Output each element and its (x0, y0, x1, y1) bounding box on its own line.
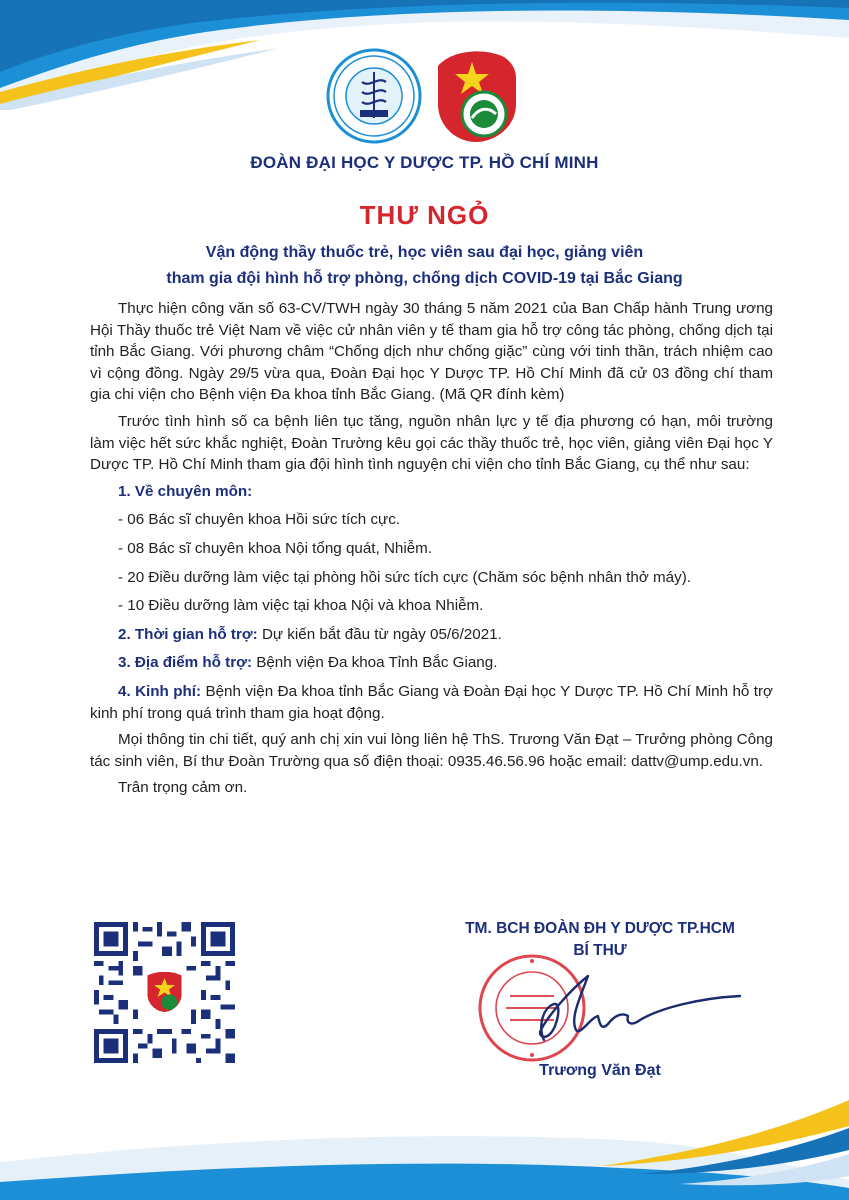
section-4-text: Bệnh viện Đa khoa tỉnh Bắc Giang và Đoàn Đại học Y Dược TP. Hồ Chí Minh hỗ trợ kinh phí trong quá trình tham gia hoạt động. (90, 682, 773, 722)
list-item: - 06 Bác sĩ chuyên khoa Hồi sức tích cực. (118, 511, 401, 529)
letter-title: THƯ NGỎ (359, 200, 490, 230)
section-1-heading (90, 481, 773, 503)
qr-code (94, 922, 235, 1063)
section-4-label: 4. Kinh phí: (118, 682, 202, 700)
subtitle-line-1: Vận động thầy thuốc trẻ, học viên sau đại học, giảng viên (205, 244, 644, 261)
letter-body (90, 298, 773, 804)
section-4 (90, 681, 773, 724)
paragraph-contact: Mọi thông tin chi tiết, quý anh chị xin vui lòng liên hệ ThS. Trương Văn Đạt – Trưởng phòng Công tác sinh viên, Bí thư Đoàn Trường qua số điện thoại: 0935.46.56.96 hoặc email: dattv@ump.edu.vn. (90, 731, 773, 770)
bottom-wave-decoration (0, 1070, 849, 1200)
paragraph-call: Trước tình hình số ca bệnh liên tục tăng, nguồn nhân lực y tế địa phương có hạn, môi trường làm việc hết sức khắc nghiệt, Đoàn Trường kêu gọi các thầy thuốc trẻ, học viên, giảng viên Đại học Y Dược TP. Hồ Chí Minh tham gia đội hình tình nguyện chi viện cho tỉnh Bắc Giang, cụ thể như sau: (90, 412, 773, 474)
signer-name: Trương Văn Đạt (539, 1062, 661, 1079)
section-3 (90, 652, 773, 674)
list-item: - 08 Bác sĩ chuyên khoa Nội tổng quát, Nhiễm. (118, 539, 433, 557)
section-2 (90, 624, 773, 646)
organization-name: ĐOÀN ĐẠI HỌC Y DƯỢC TP. HỒ CHÍ MINH (250, 153, 599, 172)
list-item: - 10 Điều dưỡng làm việc tại khoa Nội và khoa Nhiễm. (118, 597, 484, 615)
signature-role: BÍ THƯ (573, 942, 627, 959)
ump-logo-icon (326, 48, 422, 144)
youth-union-logo-icon (432, 48, 522, 144)
section-2-label: 2. Thời gian hỗ trợ: (118, 625, 258, 643)
handwritten-signature (510, 968, 750, 1048)
signature-organization: TM. BCH ĐOÀN ĐH Y DƯỢC TP.HCM (465, 920, 735, 937)
list-item: - 20 Điều dưỡng làm việc tại phòng hồi sức tích cực (Chăm sóc bệnh nhân thở máy). (118, 568, 691, 586)
section-2-text: Dự kiến bắt đầu từ ngày 05/6/2021. (257, 625, 502, 643)
paragraph-context: Thực hiện công văn số 63-CV/TWH ngày 30 tháng 5 năm 2021 của Ban Chấp hành Trung ương Hội Thầy thuốc trẻ Việt Nam về việc cử nhân viên y tế tham gia hỗ trợ công tác phòng, chống dịch tại tỉnh Bắc Giang. Với phương châm “Chống dịch như chống giặc” cùng với tinh thần, trách nhiệm cao vì cộng đồng. Ngày 29/5 vừa qua, Đoàn Đại học Y Dược TP. Hồ Chí Minh đã cử 03 đồng chí tham gia chi viện cho Bệnh viện Đa khoa tỉnh Bắc Giang. (Mã QR đính kèm) (90, 300, 773, 404)
letter-subtitle (0, 240, 849, 292)
paragraph-closing: Trân trọng cảm ơn. (118, 779, 248, 797)
section-1-label: 1. Về chuyên môn: (118, 482, 253, 500)
subtitle-line-2: tham gia đội hình hỗ trợ phòng, chống dịch COVID-19 tại Bắc Giang (166, 270, 683, 287)
logo-row (0, 48, 849, 148)
section-3-text: Bệnh viện Đa khoa Tỉnh Bắc Giang. (252, 654, 498, 672)
section-3-label: 3. Địa điểm hỗ trợ: (118, 654, 253, 672)
